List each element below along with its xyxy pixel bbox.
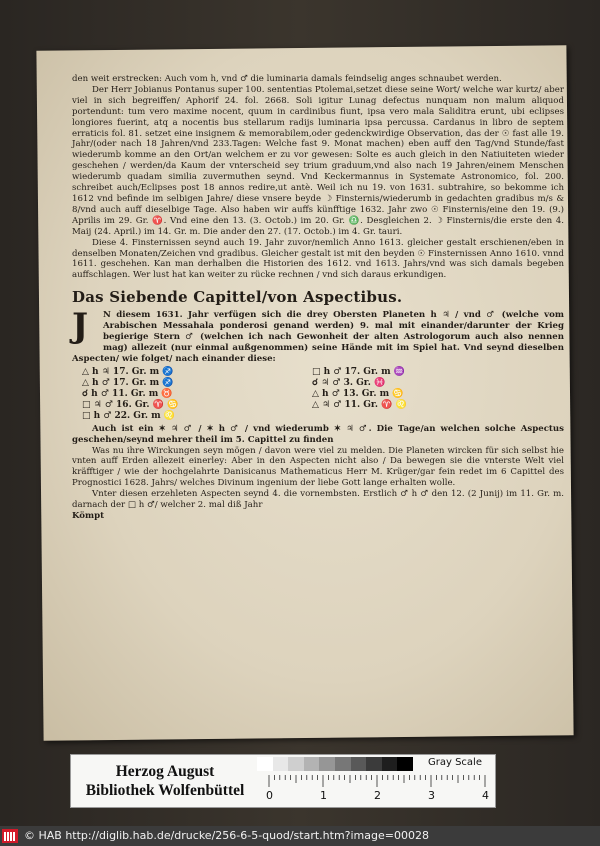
paragraph-6: Was nu ihre Wirckungen seyn mögen / davon were viel zu melden. Die Planeten wircken für sich selbst hie vnten auff Erden allezeit einerley: Aber in den Aspecten nicht also / Da bewegen sie die vnterste Welt viel kräfftiger / wie der hochgelahrte Danisicanus Mathematicus Herr M. Krüger/gar fein redet im 6 Capittel des Prognostici 1628. Jahrs/ welches Divinum ingenium der liebe Gott lange erhalten wolle.	[72, 445, 564, 489]
aspect-entry: △ h ♂ 17. Gr. m ♐	[82, 377, 174, 388]
centimeter-ruler	[257, 775, 495, 805]
ruler-number: 3	[428, 789, 435, 802]
page-text	[72, 74, 564, 522]
gray-swatch	[382, 757, 398, 771]
gray-swatch	[304, 757, 320, 771]
gray-swatch	[366, 757, 382, 771]
gray-swatch	[288, 757, 304, 771]
aspect-entry: △ h ♂ 13. Gr. m ♋	[312, 388, 404, 399]
gray-scale-swatches	[257, 757, 413, 771]
chapter-heading: Das Siebende Capittel/von Aspectibus.	[72, 288, 403, 307]
footer-bar	[0, 826, 600, 846]
library-scale-card	[70, 754, 496, 808]
paragraph-5: Auch ist ein ✶ ♃ ♂ / ✶ h ♂ / vnd wiederumb ✶ ♃ ♂. Die Tage/an welchen solche Aspectus geschehen/seynd mehrer theil im 5. Capittel zu finden	[72, 423, 564, 445]
source-link[interactable]: © HAB http://diglib.hab.de/drucke/256-6-5-quod/start.htm?image=00028	[24, 829, 429, 842]
aspect-entry: △ ♃ ♂ 11. Gr. ♈ ♌	[312, 399, 407, 410]
ruler-ticks	[257, 775, 495, 789]
aspects-left-column	[82, 367, 282, 422]
gray-swatch	[397, 757, 413, 771]
gray-swatch	[335, 757, 351, 771]
gray-scale-title: Gray Scale	[428, 757, 482, 768]
paragraph-1: den weit erstrecken: Auch vom h, vnd ♂ die luminaria damals feindselig anges schnaubet werden.	[72, 74, 502, 84]
chapter-opening	[72, 306, 564, 365]
aspect-entry: □ ♃ ♂ 16. Gr. ♈ ♋	[82, 399, 179, 410]
aspect-entry: △ h ♃ 17. Gr. m ♐	[82, 366, 174, 377]
paragraph-2: Der Herr Jobianus Pontanus super 100. sententias Ptolemai,setzet diese seine Wort/ welche war kurtz/ aber viel in sich begreiffen/ Aphorif 24. fol. 2668. Soli igitur Lunag defectus nunquam non malum aliquod portendunt: tum vero maxime nocent, quum in cardinibus fiunt, ipsa vero mala Saliditra erunt, ubi eclipses longiores fuerint, atq a nocentis bus stellarum radijs luminaria ipsa percussa. Cardanus in libro de septem erraticis fol. 81. setzet eine insignem & memorabilem,oder gedenckwirdige Observation, das der ☉ fast alle 19. Jahr/(oder nach 18 Jahren/vnd 233.Tagen: Welche fast 9. Monat machen) eben auff den Tag/vnd Stunde/fast wiederumb komme an den Ort/an welchem er zu vor gewesen: Solte es auch gleich in den Natiuiteten wieder geschehen / werden/da Kaum der vnterscheid sey trium graduum,vnd also nach 19 Jahren/einem Menschen wiederumb quadam similia zuvermuthen seynd. Vnd Keckermannus in Systemate Astronomico, fol. 200. schreibet auch/Eclipses post 18 annos redire,ut antè. Weil ich nu 19. von 1631. subtrahire, so bekomme ich 1612 vnd befinde im selbigen Jahre/ diese vnsere beyde ☽ Finsternis/wiederumb in gedachten gradibus m/s & 8/vnd auch auff dieselbige Tage. Also haben wir auffs künfftige 1632. Jahr zwo ☉ Finsternis/eine den 19. (9.) Aprilis im 29. Gr. ♈. Vnd eine den 13. (3. Octob.) im 20. Gr. ♎. Desgleichen 2. ☽ Finsternis/die erste den 4. Maij (24. April.) im 14. Gr. m. Die ander den 27. (17. Octob.) im 4. Gr. tauri.	[72, 84, 564, 237]
gray-swatch	[273, 757, 289, 771]
drop-cap: J	[72, 306, 89, 347]
aspect-entry: ☌ h ♂ 11. Gr. m ♉	[82, 388, 173, 399]
aspects-table	[82, 367, 564, 422]
paragraph-4: N diesem 1631. Jahr verfügen sich die drey Obersten Planeten h ♃ / vnd ♂ (welche vom Arabischen Messahala ponderosi genand werden) 9. mal mit einander/darunter der Krieg begierige Stern ♂ (welchen ich nach Gewonheit der alten Astrologorum auch also nennen mag) allezeit (nur einmal außgenommen) seine Hände mit im Spiel hat. Vnd seynd dieselben Aspecten/ wie folget/ nach einander diese:	[72, 310, 564, 364]
gray-swatch	[257, 757, 273, 771]
library-name: Herzog August Bibliothek Wolfenbüttel	[85, 763, 245, 799]
paragraph-7: Vnter diesen erzehleten Aspecten seynd 4. die vornembsten. Erstlich ♂ h ♂ den 12. (2 Junij) im 11. Gr. m. darnach der □ h ♂/ welcher 2. mal diß Jahr	[72, 489, 564, 511]
ruler-number: 0	[266, 789, 273, 802]
aspect-entry: ☌ ♃ ♂ 3. Gr. ♓	[312, 377, 386, 388]
paragraph-3: Diese 4. Finsternissen seynd auch 19. Jahr zuvor/nemlich Anno 1613. gleicher gestalt erschienen/eben in denselben Monaten/Zeichen vnd gradibus. Gleicher gestalt ist mit den beyden ☉ Finsternissen Anno 1610. vnnd 1611. geschehen. Kan man derhalben die Historien des 1612. vnd 1613. Jahrs/vnd was sich damals begeben auffschlagen. Wer lust hat kan weiter zu rücke rechnen / vnd sich daraus erkundigen.	[72, 237, 564, 281]
aspect-entry: □ h ♂ 17. Gr. m ♒	[312, 366, 406, 377]
license-icon	[2, 829, 18, 843]
gray-swatch	[319, 757, 335, 771]
gray-swatch	[351, 757, 367, 771]
ruler-number: 4	[482, 789, 489, 802]
ruler-number: 2	[374, 789, 381, 802]
ruler-number: 1	[320, 789, 327, 802]
catchword: Kömpt	[72, 511, 105, 521]
aspect-entry: □ h ♂ 22. Gr. m ♌	[82, 410, 176, 421]
aspects-right-column	[312, 367, 512, 422]
